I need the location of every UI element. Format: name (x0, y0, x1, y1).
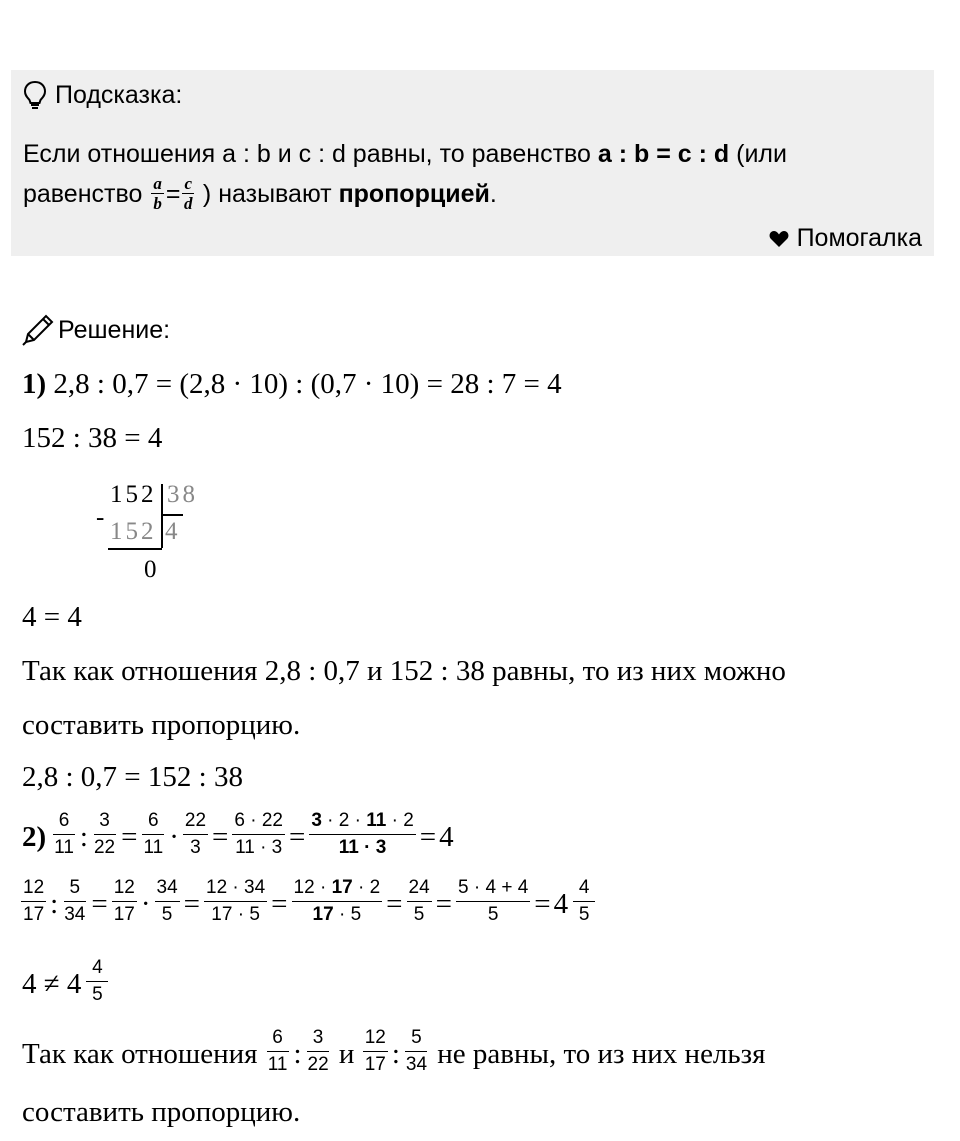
line-p2-concl-2: составить пропорцию. (22, 1096, 301, 1128)
fraction: $\frac{5 \cdot 4 + 4}{5}$ (458, 877, 529, 925)
hint-text-part: . (489, 180, 497, 208)
lightbulb-icon (23, 80, 47, 110)
line-p1-1: 1) 2,8 : 0,7 = (2,8 · 10) : (0,7 · 10) = 28 : 7 = 4 (22, 368, 562, 400)
remainder: 0 (144, 556, 157, 583)
fraction-c-d: $\frac{c}{d}$ (183, 173, 193, 213)
subtrahend: 152 (110, 518, 157, 545)
fraction: $\frac{24}{5}$ (408, 877, 430, 925)
divisor: 38 (167, 481, 198, 508)
quotient: 4 (165, 518, 178, 545)
fraction: $\frac{5}{34}$ (64, 877, 86, 925)
division-subtract-line (108, 548, 162, 550)
fraction: $\frac{12}{17}$ (113, 877, 135, 925)
dividend: 152 (110, 481, 157, 508)
line-p2-neq: 4 ≠ 4 $\frac{4}{5}$ (22, 960, 109, 1009)
hint-box (11, 70, 934, 256)
hint-text-part: равенство (23, 180, 150, 208)
part-label: 2) (22, 821, 47, 853)
fraction: $\frac{34}{5}$ (156, 877, 178, 925)
fraction: $\frac{22}{3}$ (184, 810, 207, 858)
hint-title: Подсказка: (55, 80, 183, 109)
helper-link[interactable] (769, 224, 922, 253)
hint-bold-word: пропорцией (338, 180, 490, 208)
line-p1-2: 152 : 38 = 4 (22, 422, 163, 454)
fraction: $\frac{6}{11}$ (267, 1027, 288, 1075)
line-p2-2: $\frac{12}{17}$ : $\frac{5}{34}$ = $\frac{12}{17}$ · $\frac{34}{5}$ = $\frac{12 \cdot 34}{17 \cdot 5}$ = $\frac{12 \cdot 17 \cdot 2}{17 \cdot 5}$ = $\frac{24}{5}$ = $\frac{5 \cdot 4 + 4}{5}$ = 4 $\frac{4}{5}$ (20, 880, 596, 929)
hint-text-part: Если отношения a : b и c : d равны, то равенство (23, 140, 598, 168)
division-quotient-line (161, 514, 183, 516)
hint-text-part: (или (729, 140, 787, 168)
hint-header (23, 80, 182, 110)
hint-bold-equation: a : b = c : d (597, 140, 730, 168)
fraction: $\frac{4}{5}$ (573, 877, 595, 926)
pencil-icon (20, 312, 56, 348)
fraction: $\frac{12}{17}$ (364, 1027, 386, 1075)
fraction: $\frac{12}{17}$ (23, 877, 45, 925)
minus-sign: - (96, 504, 105, 531)
fraction: $\frac{3 \cdot 2 \cdot 11 \cdot 2}{11 \cdot 3}$ (311, 810, 414, 858)
line-p2-concl: Так как отношения $\frac{6}{11}$ : $\frac{3}{22}$ и $\frac{12}{17}$ : $\frac{5}{34}$ не равны, то из них нельзя (22, 1027, 766, 1075)
fraction: $\frac{6 \cdot 22}{11 \cdot 3}$ (234, 810, 283, 858)
fraction: $\frac{12 \cdot 17 \cdot 2}{17 \cdot 5}$ (293, 877, 381, 925)
fraction: $\frac{3}{22}$ (307, 1027, 329, 1075)
line-p1-5: составить пропорцию. (22, 709, 301, 741)
line-p1-3: 4 = 4 (22, 601, 82, 633)
helper-label: Помогалка (796, 224, 922, 252)
solution-header (20, 312, 170, 348)
division-vertical-line (161, 484, 163, 548)
line-p1-6: 2,8 : 0,7 = 152 : 38 (22, 761, 243, 793)
heart-icon (769, 230, 789, 248)
part-label: 1) (22, 368, 47, 400)
line-p1-4: Так как отношения 2,8 : 0,7 и 152 : 38 равны, то из них можно (22, 655, 786, 687)
solution-title: Решение: (58, 315, 171, 344)
fraction: $\frac{6}{11}$ (54, 810, 74, 858)
line-p2-1: 2) $\frac{6}{11}$ : $\frac{3}{22}$ = $\frac{6}{11}$ · $\frac{22}{3}$ = $\frac{6 \cdot 22}{11 \cdot 3}$ = $\frac{3 \cdot 2 \cdot 11 \cdot 2}{11 \cdot 3}$ = 4 (22, 810, 454, 858)
hint-text (23, 134, 923, 214)
fraction: $\frac{3}{22}$ (93, 810, 116, 858)
equals-sign: = (165, 180, 181, 208)
fraction: $\frac{12 \cdot 34}{17 \cdot 5}$ (206, 877, 266, 925)
fraction: $\frac{6}{11}$ (143, 810, 164, 858)
hint-text-part: ) называют (195, 180, 339, 208)
fraction-a-b: $\frac{a}{b}$ (153, 173, 162, 213)
fraction: $\frac{4}{5}$ (86, 957, 108, 1006)
fraction: $\frac{5}{34}$ (405, 1027, 428, 1075)
